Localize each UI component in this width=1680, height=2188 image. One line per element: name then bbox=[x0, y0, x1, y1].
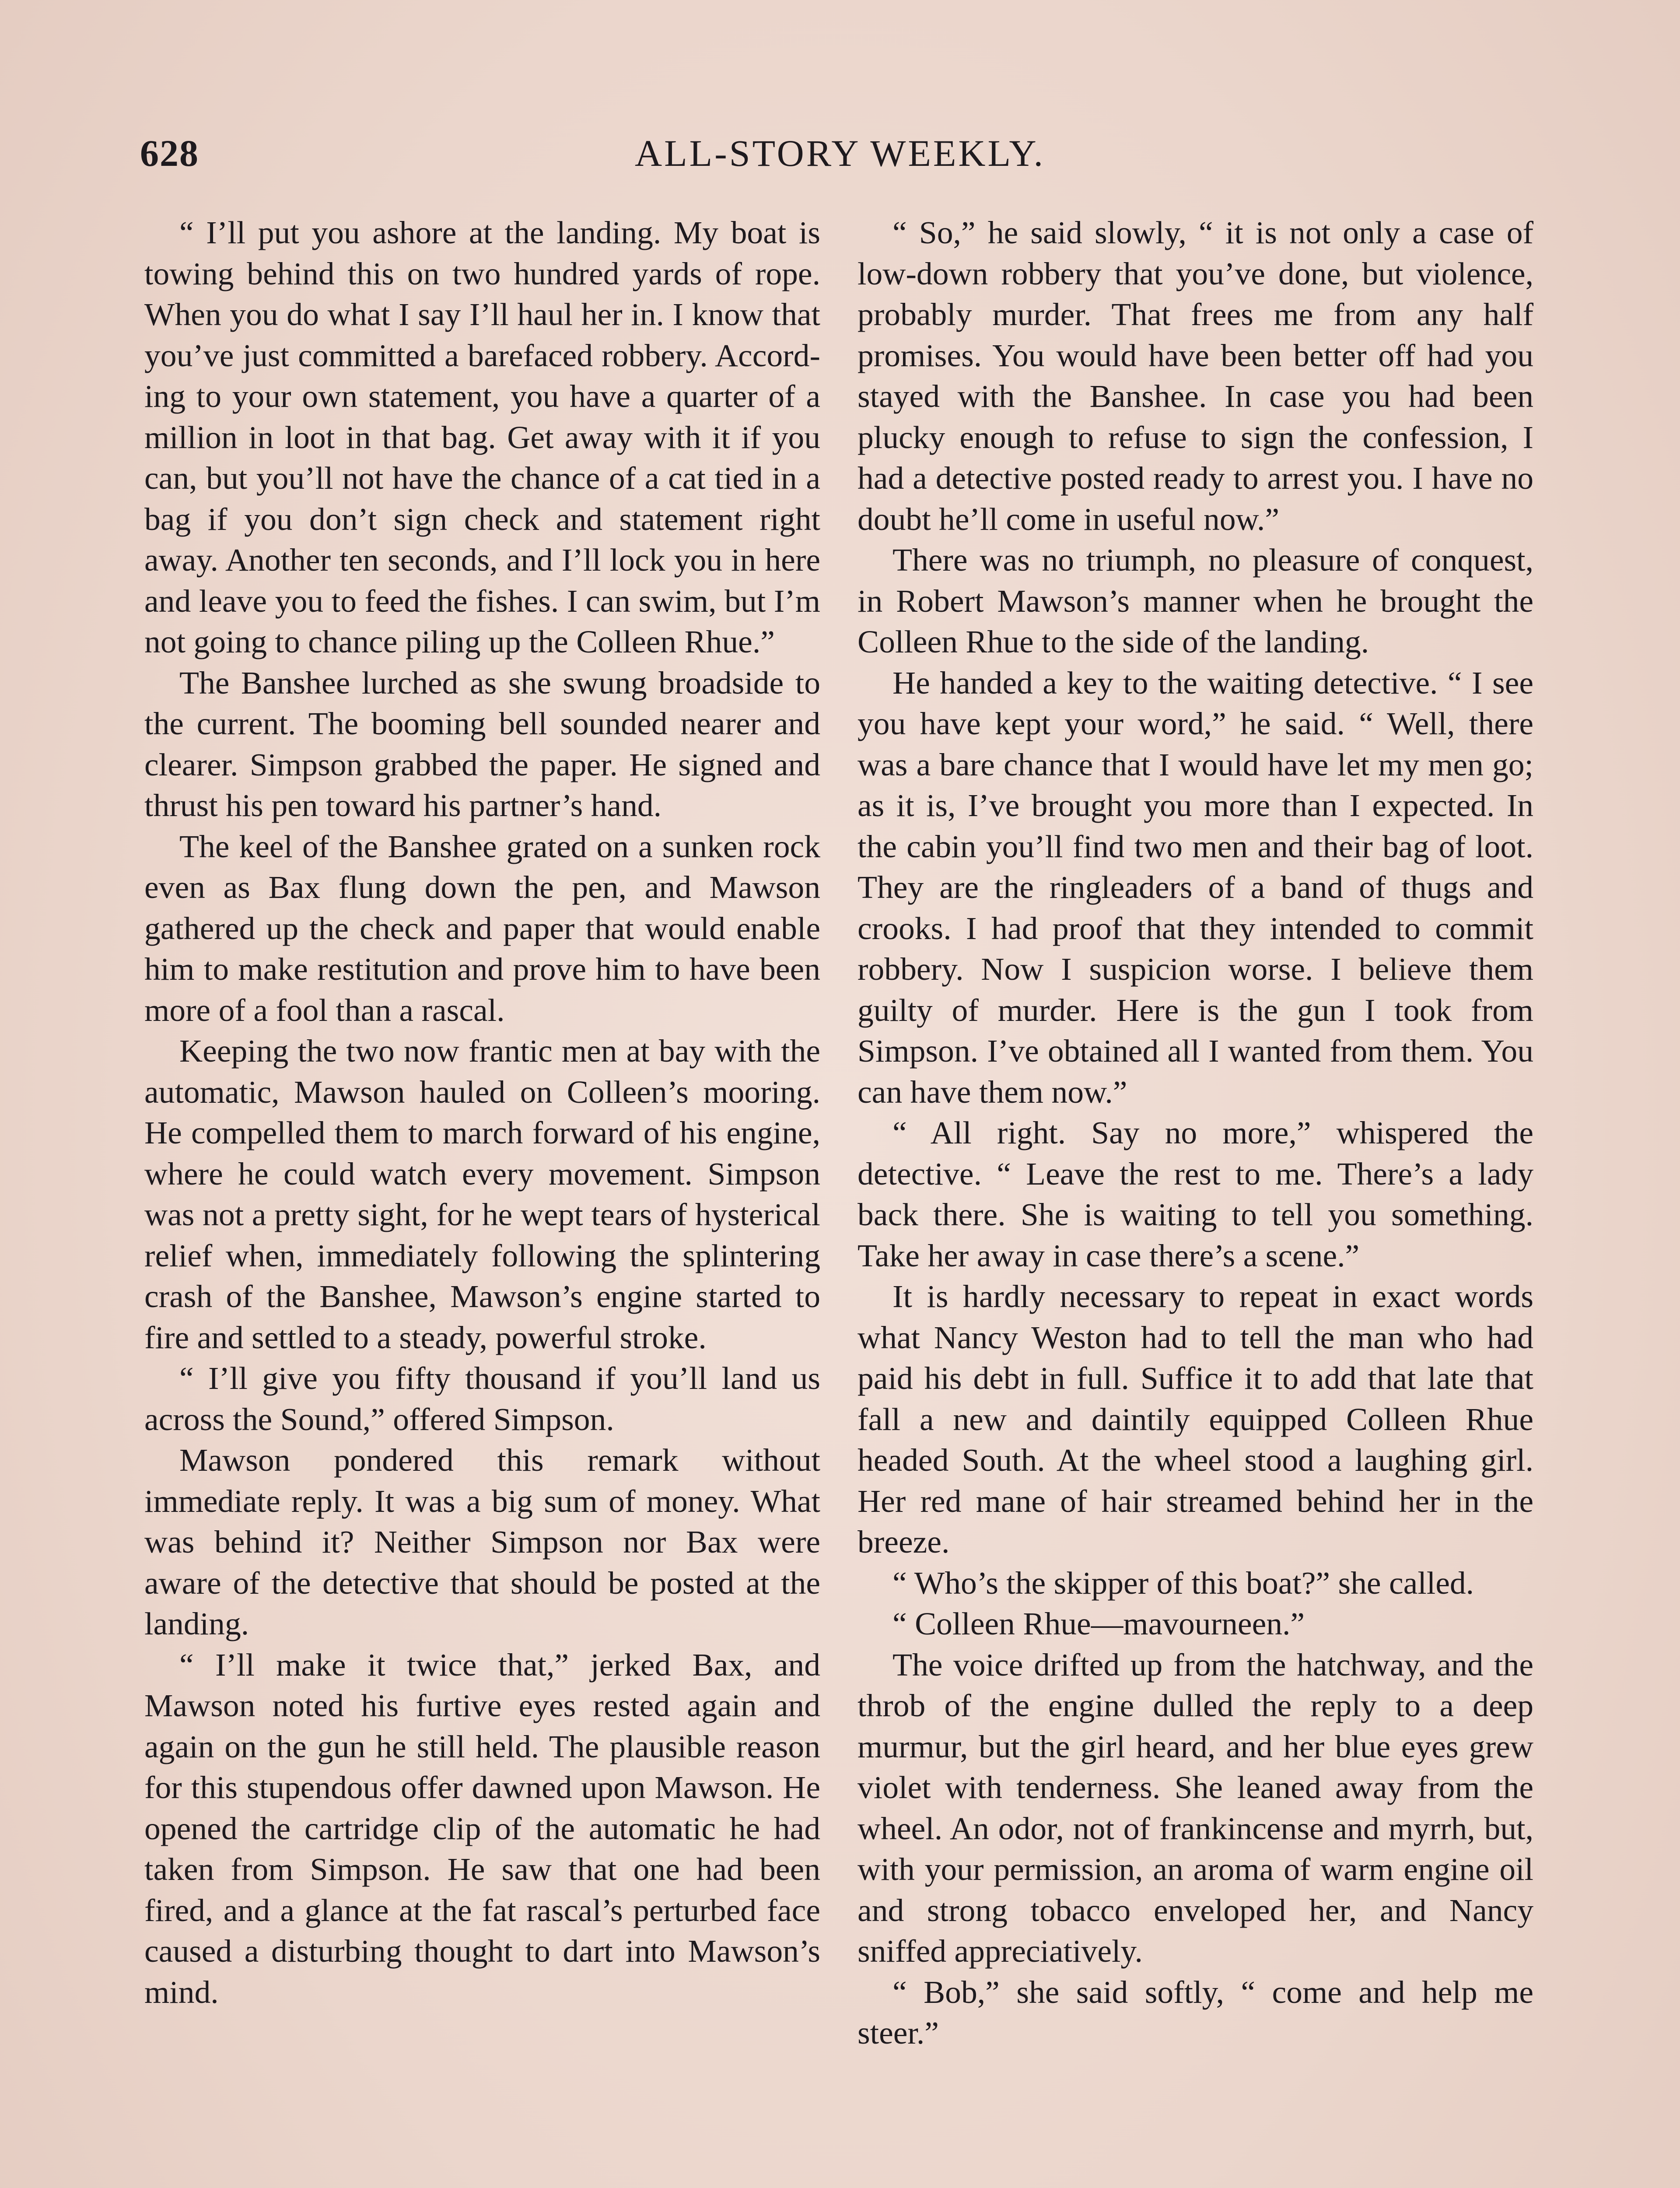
paragraph: “ So,” he said slowly, “ it is not only a case of low-down robbery that you’ve done, but violence, probably murder. That frees me from any half promises. You would have been better off had you stayed with the Banshee. In case you had been plucky enough to refuse to sign the confession, I had a detective posted ready to arrest you. I have no doubt he’ll come in useful now.” bbox=[858, 214, 1533, 537]
paragraph: The voice drifted up from the hatchway, and the throb of the engine dulled the reply to a deep murmur, but the girl heard, and her blue eyes grew violet with tenderness. She leaned away from the wheel. An odor, not of frankincense and myrrh, but, with your permission, an aroma of warm engine oil and strong tobacco enveloped her, and Nancy sniffed appreciatively. bbox=[858, 1646, 1533, 1969]
paragraph: “ All right. Say no more,” whispered the detective. “ Leave the rest to me. There’s a lady back there. She is waiting to tell you something. Take her away in case there’s a scene.” bbox=[858, 1115, 1533, 1273]
page-header bbox=[140, 131, 1540, 179]
paragraph: Keeping the two now frantic men at bay with the automatic, Mawson hauled on Colleen’s mooring. He compelled them to march forward of his engine, where he could watch every movement. Simpson was not a pretty sight, for he wept tears of hysterical relief when, immediately following the splintering crash of the Banshee, Mawson’s engine started to fire and settled to a steady, powerful stroke. bbox=[144, 1033, 820, 1355]
left-column bbox=[144, 212, 820, 2188]
paragraph: There was no triumph, no pleasure of conquest, in Robert Mawson’s manner when he brought the Colleen Rhue to the side of the landing. bbox=[858, 542, 1533, 659]
paragraph: He handed a key to the waiting detective. “ I see you have kept your word,” he said. “ Well, there was a bare chance that I would have let my men go; as it is, I’ve brought you more than I expected. In the cabin you’ll find two men and their bag of loot. They are the ringleaders of a band of thugs and crooks. I had proof that they intended to commit robbery. Now I suspicion worse. I believe them guilty of murder. Here is the gun I took from Simpson. I’ve obtained all I wanted from them. You can have them now.” bbox=[858, 664, 1533, 1110]
paragraph: The keel of the Banshee grated on a sunken rock even as Bax flung down the pen, and Mawson gathered up the check and paper that would enable him to make restitution and prove him to have been more of a fool than a rascal. bbox=[144, 828, 820, 1028]
paragraph: Mawson pondered this remark without immediate reply. It was a big sum of money. What was behind it? Neither Simpson nor Bax were aware of the detective that should be posted at the landing. bbox=[144, 1442, 820, 1641]
paragraph: “ I’ll make it twice that,” jerked Bax, and Mawson noted his furtive eyes rested again and again on the gun he still held. The plausible reason for this stupendous offer dawned upon Mawson. He opened the cartridge clip of the automatic he had taken from Simpson. He saw that one had been fired, and a glance at the fat rascal’s perturbed face caused a disturbing thought to dart into Mawson’s mind. bbox=[144, 1646, 820, 2010]
paragraph: “ I’ll put you ashore at the landing. My boat is towing behind this on two hundred yards of rope. When you do what I say I’ll haul her in. I know that you’ve just committed a barefaced robbery. According to your own statement, you have a quarter of a million in loot in that bag. Get away with it if you can, but you’ll not have the chance of a cat tied in a bag if you don’t sign check and statement right away. Another ten seconds, and I’ll lock you in here and leave you to feed the fishes. I can swim, but I’m not going to chance piling up the Colleen Rhue.” bbox=[144, 214, 820, 659]
running-title: ALL-STORY WEEKLY. bbox=[635, 132, 1045, 174]
paragraph: “ Who’s the skipper of this boat?” she called. bbox=[892, 1564, 1474, 1601]
page-number: 628 bbox=[140, 132, 199, 174]
paragraph: “ Colleen Rhue—mavourneen.” bbox=[892, 1606, 1305, 1641]
right-column bbox=[858, 212, 1533, 2188]
paragraph: The Banshee lurched as she swung broadside to the current. The booming bell sounded nearer and clearer. Simpson grabbed the paper. He signed and thrust his pen toward his partner’s hand. bbox=[144, 664, 820, 823]
paragraph: It is hardly necessary to repeat in exact words what Nancy Weston had to tell the man who had paid his debt in full. Suffice it to add that late that fall a new and daintily equipped Colleen Rhue headed South. At the wheel stood a laughing girl. Her red mane of hair streamed behind her in the breeze. bbox=[858, 1278, 1533, 1560]
paragraph: “ I’ll give you fifty thousand if you’ll land us across the Sound,” offered Simpson. bbox=[144, 1360, 820, 1437]
paragraph: “ Bob,” she said softly, “ come and help me steer.” bbox=[858, 1974, 1533, 2051]
